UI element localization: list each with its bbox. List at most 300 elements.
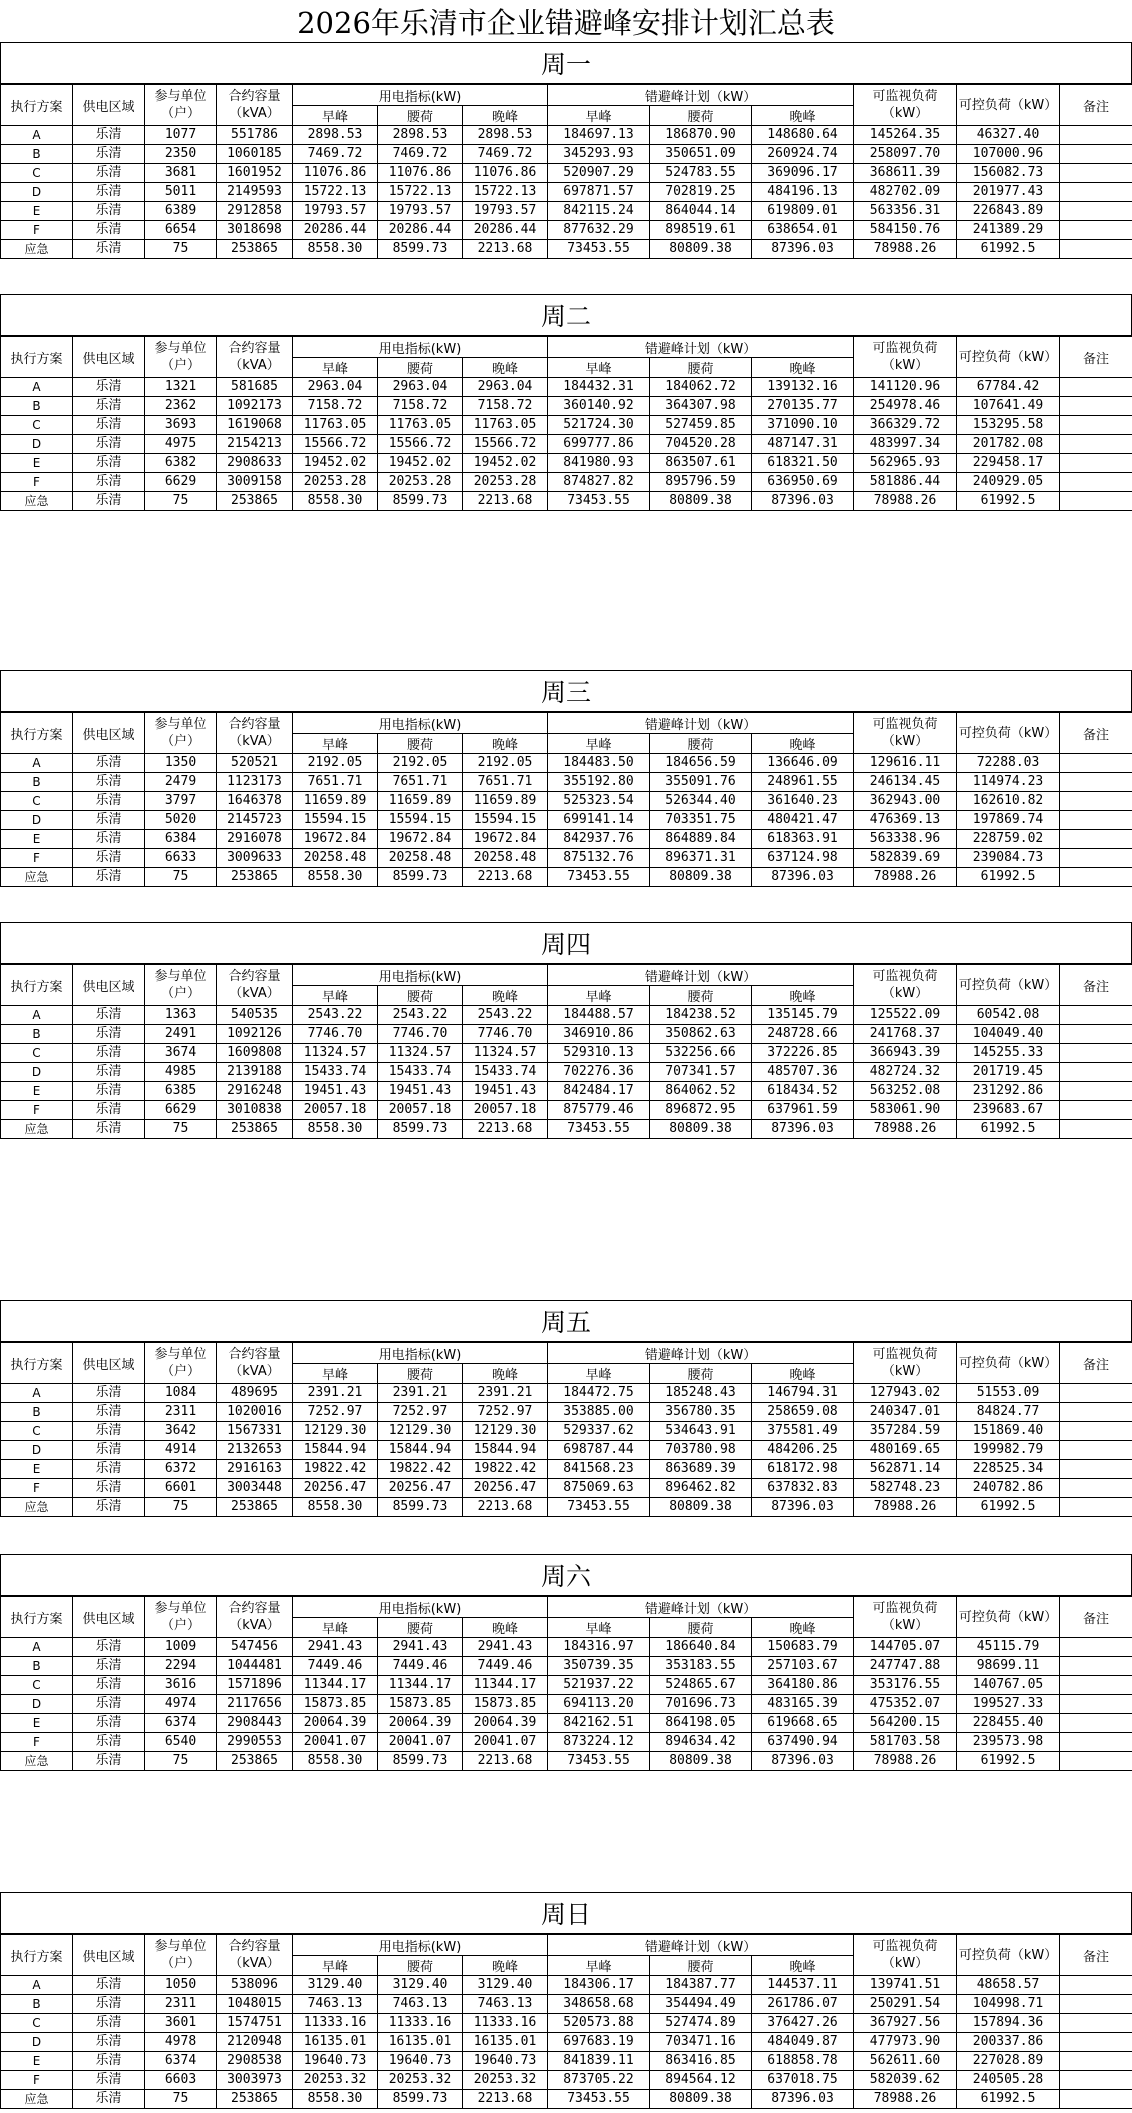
table-cell: 6382	[145, 454, 217, 473]
table-cell: 乐清	[73, 1082, 145, 1101]
table-cell: 354494.49	[650, 1995, 752, 2014]
table-cell: 863689.39	[650, 1460, 752, 1479]
table-cell: 73453.55	[548, 492, 650, 511]
header-control: 可控负荷（kW）	[957, 965, 1060, 1006]
header-morning: 早峰	[293, 1618, 378, 1638]
table-cell: 3129.40	[378, 1976, 463, 1995]
table-cell: 12129.30	[463, 1422, 548, 1441]
table-cell: 2213.68	[463, 868, 548, 887]
table-cell: 841568.23	[548, 1460, 650, 1479]
table-cell: 19672.84	[378, 830, 463, 849]
table-cell: 2149593	[217, 183, 293, 202]
table-cell: C	[1, 416, 73, 435]
table-cell: 73453.55	[548, 1120, 650, 1139]
header-usage: 用电指标(kW)	[293, 965, 548, 986]
table-cell: 2132653	[217, 1441, 293, 1460]
table-cell: 7463.13	[378, 1995, 463, 2014]
table-cell: 184062.72	[650, 378, 752, 397]
table-cell: 3129.40	[463, 1976, 548, 1995]
table-cell: 483165.39	[752, 1695, 854, 1714]
table-cell: 2543.22	[463, 1006, 548, 1025]
table-row	[1, 1384, 1132, 1403]
table-cell: 364307.98	[650, 397, 752, 416]
table-cell	[1060, 1044, 1132, 1063]
table-cell: 20253.32	[463, 2071, 548, 2090]
table-cell	[1060, 2071, 1132, 2090]
table-cell: 346910.86	[548, 1025, 650, 1044]
table-cell: 87396.03	[752, 1498, 854, 1517]
table-cell: 乐清	[73, 492, 145, 511]
table-cell: 484049.87	[752, 2033, 854, 2052]
table-cell	[1060, 1403, 1132, 1422]
table-cell: 11763.05	[293, 416, 378, 435]
table-cell: 366943.39	[854, 1044, 957, 1063]
table-cell: 15722.13	[378, 183, 463, 202]
table-cell: 107000.96	[957, 145, 1060, 164]
table-cell: 2145723	[217, 811, 293, 830]
table-cell: 701696.73	[650, 1695, 752, 1714]
table-cell: 2213.68	[463, 1752, 548, 1771]
table-cell: 1060185	[217, 145, 293, 164]
table-cell: 61992.5	[957, 2090, 1060, 2109]
table-cell: 2213.68	[463, 1120, 548, 1139]
table-cell: 8558.30	[293, 1498, 378, 1517]
table-cell: 2362	[145, 397, 217, 416]
table-cell: 104049.40	[957, 1025, 1060, 1044]
table-cell: 200337.86	[957, 2033, 1060, 2052]
header-evening: 晚峰	[752, 1956, 854, 1976]
table-row	[1, 1120, 1132, 1139]
table-cell: 186640.84	[650, 1638, 752, 1657]
header-morning: 早峰	[548, 1956, 650, 1976]
table-cell: 20057.18	[293, 1101, 378, 1120]
table-cell: 527459.85	[650, 416, 752, 435]
table-cell: 8558.30	[293, 240, 378, 259]
table-cell: A	[1, 754, 73, 773]
table-cell: 1646378	[217, 792, 293, 811]
table-cell: 8558.30	[293, 868, 378, 887]
table-cell: 258097.70	[854, 145, 957, 164]
table-cell: 48658.57	[957, 1976, 1060, 1995]
header-morning: 早峰	[293, 1956, 378, 1976]
table-cell: 乐清	[73, 221, 145, 240]
header-monitor: 可监视负荷（kW）	[854, 1597, 957, 1638]
table-cell: 75	[145, 1498, 217, 1517]
table-cell: 2898.53	[293, 126, 378, 145]
table-cell	[1060, 2033, 1132, 2052]
table-cell: 184483.50	[548, 754, 650, 773]
table-cell: 20057.18	[378, 1101, 463, 1120]
table-cell: 乐清	[73, 754, 145, 773]
table-cell: 372226.85	[752, 1044, 854, 1063]
table-cell: 3018698	[217, 221, 293, 240]
header-morning: 早峰	[548, 358, 650, 378]
table-cell: 350739.35	[548, 1657, 650, 1676]
table-cell: 239084.73	[957, 849, 1060, 868]
table-cell: 2912858	[217, 202, 293, 221]
table-row	[1, 240, 1132, 259]
table-row	[1, 1995, 1132, 2014]
table-cell	[1060, 435, 1132, 454]
table-cell: 1350	[145, 754, 217, 773]
table-cell: 11659.89	[463, 792, 548, 811]
table-cell: 3009633	[217, 849, 293, 868]
table-cell: 1601952	[217, 164, 293, 183]
table-cell: 248728.66	[752, 1025, 854, 1044]
table-cell: 145255.33	[957, 1044, 1060, 1063]
table-cell: 7746.70	[378, 1025, 463, 1044]
table-cell: 153295.58	[957, 416, 1060, 435]
table-cell: 485707.36	[752, 1063, 854, 1082]
table-cell	[1060, 492, 1132, 511]
table-cell: 11333.16	[293, 2014, 378, 2033]
table-cell: 11324.57	[378, 1044, 463, 1063]
table-cell: 1609808	[217, 1044, 293, 1063]
table-cell: 2139188	[217, 1063, 293, 1082]
table-cell: 应急	[1, 1120, 73, 1139]
table-cell: 3616	[145, 1676, 217, 1695]
table-cell: 637124.98	[752, 849, 854, 868]
table-cell: 75	[145, 2090, 217, 2109]
day-title: 周四	[0, 922, 1132, 964]
table-cell: 199527.33	[957, 1695, 1060, 1714]
table-cell: 8599.73	[378, 1120, 463, 1139]
table-cell: 2543.22	[293, 1006, 378, 1025]
table-cell: 19793.57	[463, 202, 548, 221]
table-cell: 162610.82	[957, 792, 1060, 811]
table-cell: 75	[145, 240, 217, 259]
table-cell: 520907.29	[548, 164, 650, 183]
table-row	[1, 1657, 1132, 1676]
header-waist: 腰荷	[650, 734, 752, 754]
table-cell: C	[1, 164, 73, 183]
table-row	[1, 145, 1132, 164]
table-cell: 877632.29	[548, 221, 650, 240]
table-cell: 239573.98	[957, 1733, 1060, 1752]
table-row	[1, 2014, 1132, 2033]
table-cell: 20253.32	[293, 2071, 378, 2090]
table-cell: 80809.38	[650, 2090, 752, 2109]
table-cell: 11076.86	[378, 164, 463, 183]
header-units: 参与单位（户）	[145, 1935, 217, 1976]
table-cell: 15873.85	[463, 1695, 548, 1714]
table-cell: 618434.52	[752, 1082, 854, 1101]
table-cell: 637832.83	[752, 1479, 854, 1498]
table-cell: 应急	[1, 492, 73, 511]
table-row	[1, 1479, 1132, 1498]
table-cell: 127943.02	[854, 1384, 957, 1403]
table-cell	[1060, 1460, 1132, 1479]
table-cell: 896872.95	[650, 1101, 752, 1120]
header-plan: 错避峰计划（kW）	[548, 1597, 854, 1618]
table-cell: 78988.26	[854, 492, 957, 511]
table-cell: 2941.43	[463, 1638, 548, 1657]
table-cell: 11344.17	[293, 1676, 378, 1695]
table-cell: A	[1, 1638, 73, 1657]
table-cell: 乐清	[73, 811, 145, 830]
table-cell: 248961.55	[752, 773, 854, 792]
table-cell	[1060, 397, 1132, 416]
table-cell: 563356.31	[854, 202, 957, 221]
header-area: 供电区域	[73, 713, 145, 754]
table-cell: 532256.66	[650, 1044, 752, 1063]
table-cell: 6384	[145, 830, 217, 849]
header-waist: 腰荷	[650, 986, 752, 1006]
table-cell: 16135.01	[463, 2033, 548, 2052]
table-cell: F	[1, 221, 73, 240]
table-cell: 乐清	[73, 1006, 145, 1025]
table-cell: 1020016	[217, 1403, 293, 1422]
table-cell: 84824.77	[957, 1403, 1060, 1422]
table-cell: 2990553	[217, 1733, 293, 1752]
table-cell: 360140.92	[548, 397, 650, 416]
table-cell: 482724.32	[854, 1063, 957, 1082]
table-cell: 6374	[145, 1714, 217, 1733]
table-row	[1, 1025, 1132, 1044]
table-row	[1, 1101, 1132, 1120]
table-cell: 637490.94	[752, 1733, 854, 1752]
table-row	[1, 773, 1132, 792]
header-waist: 腰荷	[378, 1364, 463, 1384]
table-cell: 484206.25	[752, 1441, 854, 1460]
header-waist: 腰荷	[650, 1364, 752, 1384]
table-cell: 581703.58	[854, 1733, 957, 1752]
table-cell: 241768.37	[854, 1025, 957, 1044]
table-row	[1, 830, 1132, 849]
table-cell: 7252.97	[463, 1403, 548, 1422]
table-cell: 15722.13	[463, 183, 548, 202]
table-cell: 6603	[145, 2071, 217, 2090]
table-row	[1, 1403, 1132, 1422]
header-control: 可控负荷（kW）	[957, 1597, 1060, 1638]
table-cell: 619668.65	[752, 1714, 854, 1733]
table-cell: 乐清	[73, 830, 145, 849]
header-morning: 早峰	[548, 1364, 650, 1384]
table-cell: 366329.72	[854, 416, 957, 435]
table-cell: 7158.72	[463, 397, 548, 416]
table-cell: 乐清	[73, 792, 145, 811]
table-cell: 842115.24	[548, 202, 650, 221]
table-cell: F	[1, 1733, 73, 1752]
table-cell: 246134.45	[854, 773, 957, 792]
table-cell	[1060, 1063, 1132, 1082]
table-row	[1, 473, 1132, 492]
header-morning: 早峰	[293, 986, 378, 1006]
table-cell: 78988.26	[854, 240, 957, 259]
header-area: 供电区域	[73, 85, 145, 126]
table-row	[1, 126, 1132, 145]
table-row	[1, 1082, 1132, 1101]
header-units: 参与单位（户）	[145, 965, 217, 1006]
table-row	[1, 1063, 1132, 1082]
table-cell: 3601	[145, 2014, 217, 2033]
header-morning: 早峰	[548, 986, 650, 1006]
table-cell: 8599.73	[378, 868, 463, 887]
table-cell: 184306.17	[548, 1976, 650, 1995]
table-cell: 353183.55	[650, 1657, 752, 1676]
table-row	[1, 2033, 1132, 2052]
table-cell: 20286.44	[293, 221, 378, 240]
table-cell: 乐清	[73, 1714, 145, 1733]
table-cell: 20258.48	[293, 849, 378, 868]
table-cell: 87396.03	[752, 1752, 854, 1771]
table-cell: 482702.09	[854, 183, 957, 202]
day-section	[0, 1554, 1132, 1771]
table-cell: 525323.54	[548, 792, 650, 811]
table-cell: 618321.50	[752, 454, 854, 473]
table-cell: 15594.15	[378, 811, 463, 830]
day-section	[0, 922, 1132, 1139]
table-cell: 15594.15	[293, 811, 378, 830]
table-cell: 184316.97	[548, 1638, 650, 1657]
table-cell: 73453.55	[548, 868, 650, 887]
table-cell: 78988.26	[854, 1752, 957, 1771]
table-cell: 乐清	[73, 1638, 145, 1657]
table-cell: 2941.43	[378, 1638, 463, 1657]
table-cell: 864889.84	[650, 830, 752, 849]
table-row	[1, 1638, 1132, 1657]
table-cell: 7158.72	[378, 397, 463, 416]
table-cell	[1060, 2052, 1132, 2071]
table-cell: 1077	[145, 126, 217, 145]
table-row	[1, 1695, 1132, 1714]
table-cell: 61992.5	[957, 868, 1060, 887]
table-cell: 20286.44	[463, 221, 548, 240]
table-row	[1, 1044, 1132, 1063]
table-cell: 16135.01	[293, 2033, 378, 2052]
table-cell: 3693	[145, 416, 217, 435]
table-cell: 2908443	[217, 1714, 293, 1733]
table-cell: 353885.00	[548, 1403, 650, 1422]
table-cell: 乐清	[73, 1676, 145, 1695]
table-cell: 1048015	[217, 1995, 293, 2014]
table-cell: 184238.52	[650, 1006, 752, 1025]
table-cell: 2963.04	[293, 378, 378, 397]
table-cell: D	[1, 811, 73, 830]
table-cell	[1060, 240, 1132, 259]
table-cell: 240347.01	[854, 1403, 957, 1422]
table-cell: 148680.64	[752, 126, 854, 145]
day-title: 周二	[0, 294, 1132, 336]
day-section	[0, 1300, 1132, 1517]
table-cell: 6374	[145, 2052, 217, 2071]
table-cell: 15433.74	[378, 1063, 463, 1082]
table-cell: 3642	[145, 1422, 217, 1441]
table-row	[1, 454, 1132, 473]
table-cell: B	[1, 1657, 73, 1676]
table-cell	[1060, 1695, 1132, 1714]
table-cell: 529337.62	[548, 1422, 650, 1441]
table-cell: 2479	[145, 773, 217, 792]
table-cell: 应急	[1, 1498, 73, 1517]
table-cell: 702276.36	[548, 1063, 650, 1082]
table-cell: 697871.57	[548, 183, 650, 202]
table-cell: 524865.67	[650, 1676, 752, 1695]
table-cell: 582839.69	[854, 849, 957, 868]
header-morning: 早峰	[548, 1618, 650, 1638]
table-cell: 562611.60	[854, 2052, 957, 2071]
table-cell: 61992.5	[957, 1752, 1060, 1771]
header-note: 备注	[1060, 1935, 1132, 1976]
table-cell: 73453.55	[548, 240, 650, 259]
table-cell: 乐清	[73, 435, 145, 454]
header-morning: 早峰	[548, 734, 650, 754]
table-cell: 3681	[145, 164, 217, 183]
table-cell: 150683.79	[752, 1638, 854, 1657]
table-cell: 129616.11	[854, 754, 957, 773]
table-cell: 227028.89	[957, 2052, 1060, 2071]
table-cell	[1060, 1025, 1132, 1044]
table-cell: 1044481	[217, 1657, 293, 1676]
table-cell: 15844.94	[463, 1441, 548, 1460]
table-cell: 2311	[145, 1995, 217, 2014]
table-cell: 7252.97	[293, 1403, 378, 1422]
table-cell: 80809.38	[650, 1120, 752, 1139]
table-cell	[1060, 164, 1132, 183]
table-cell: 11324.57	[293, 1044, 378, 1063]
table-cell: 355091.76	[650, 773, 752, 792]
table-cell: 75	[145, 492, 217, 511]
header-morning: 早峰	[293, 358, 378, 378]
table-cell: 6629	[145, 1101, 217, 1120]
header-morning: 早峰	[293, 734, 378, 754]
table-cell: 199982.79	[957, 1441, 1060, 1460]
table-cell	[1060, 1082, 1132, 1101]
table-cell: 258659.08	[752, 1403, 854, 1422]
header-note: 备注	[1060, 85, 1132, 126]
table-cell: 87396.03	[752, 1120, 854, 1139]
day-title: 周一	[0, 42, 1132, 84]
table-cell: 231292.86	[957, 1082, 1060, 1101]
table-cell: 2916163	[217, 1460, 293, 1479]
table-cell: 20286.44	[378, 221, 463, 240]
header-plan: 错避峰计划（kW）	[548, 337, 854, 358]
header-waist: 腰荷	[378, 1956, 463, 1976]
table-cell: 乐清	[73, 454, 145, 473]
table-cell: 371090.10	[752, 416, 854, 435]
header-usage: 用电指标(kW)	[293, 85, 548, 106]
table-cell: 240929.05	[957, 473, 1060, 492]
table-cell: 1321	[145, 378, 217, 397]
table-cell: 7746.70	[293, 1025, 378, 1044]
table-cell	[1060, 1422, 1132, 1441]
table-cell: 19640.73	[293, 2052, 378, 2071]
schedule-table	[0, 336, 1132, 511]
table-cell: 15844.94	[293, 1441, 378, 1460]
header-capacity: 合约容量（kVA）	[217, 85, 293, 126]
table-row	[1, 1006, 1132, 1025]
table-cell: E	[1, 2052, 73, 2071]
table-cell: 乐清	[73, 202, 145, 221]
table-cell: 11076.86	[463, 164, 548, 183]
table-cell: 20253.28	[463, 473, 548, 492]
table-row	[1, 1422, 1132, 1441]
table-cell: 2908633	[217, 454, 293, 473]
table-cell: 540535	[217, 1006, 293, 1025]
table-row	[1, 2090, 1132, 2109]
table-cell	[1060, 1101, 1132, 1120]
header-plan: 错避峰计划（kW）	[548, 965, 854, 986]
table-cell: 135145.79	[752, 1006, 854, 1025]
table-cell: 3009158	[217, 473, 293, 492]
table-cell: 257103.67	[752, 1657, 854, 1676]
table-cell: 61992.5	[957, 1120, 1060, 1139]
table-cell: 864062.52	[650, 1082, 752, 1101]
table-cell: 228759.02	[957, 830, 1060, 849]
table-cell	[1060, 221, 1132, 240]
header-area: 供电区域	[73, 965, 145, 1006]
table-cell: 80809.38	[650, 1752, 752, 1771]
